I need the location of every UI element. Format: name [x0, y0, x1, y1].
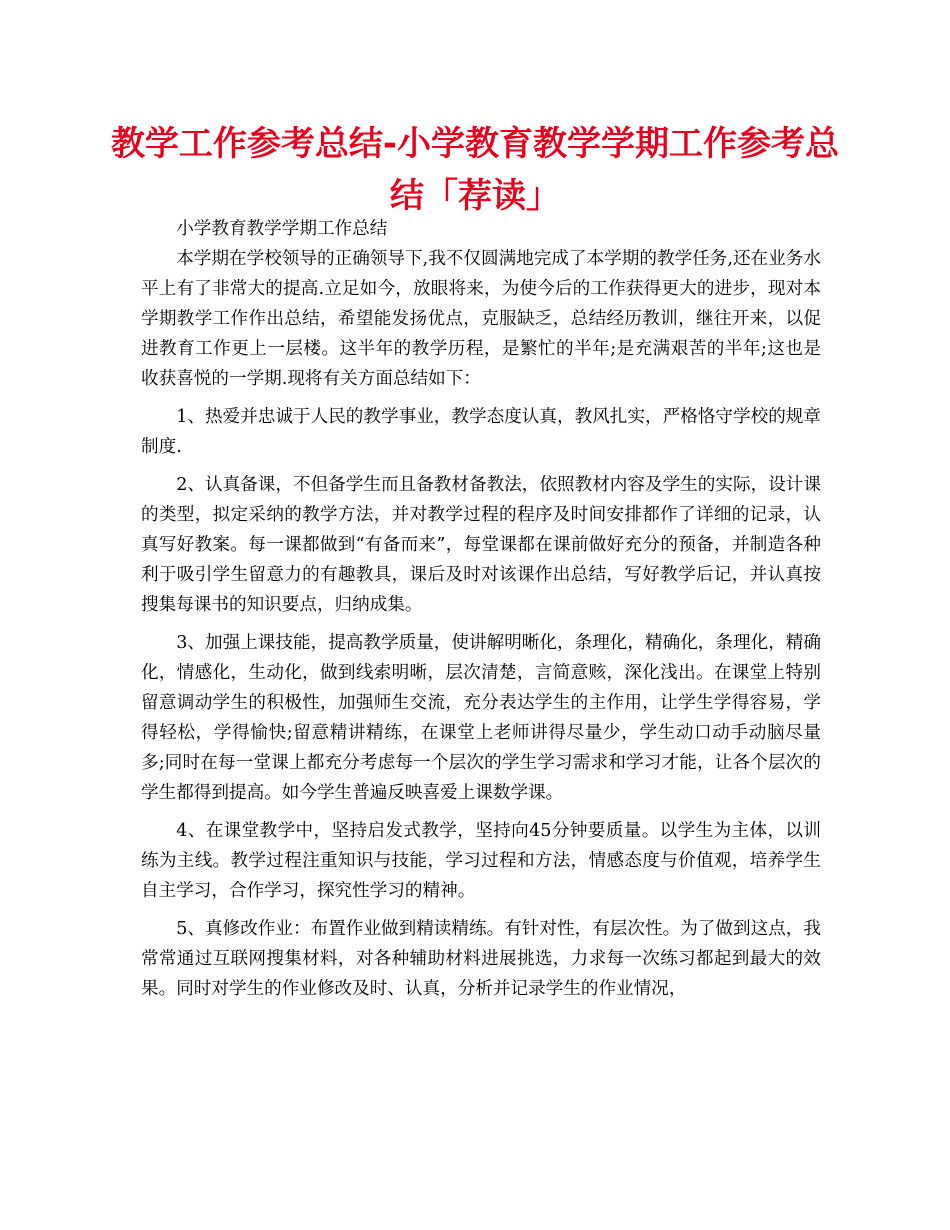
paragraph-5: 5、真修改作业：布置作业做到精读精练。有针对性，有层次性。为了做到这点，我常常通过互联网搜集材料，对各种辅助材料进展挑选，力求每一次练习都起到最大的效果。同时对学生的作业修改及时、认真，分析并记录学生的作业情况， — [141, 919, 821, 999]
paragraph-2: 2、认真备课，不但备学生而且备教材备教法，依照教材内容及学生的实际，设计课的类型，拟定采纳的教学方法，并对教学过程的程序及时间安排都作了详细的记录，认真写好教案。每一课都做到“有备而来”，每堂课都在课前做好充分的预备，并制造各种利于吸引学生留意力的有趣教具，课后及时对该课作出总结，写好教学后记，并认真按搜集每课书的知识要点，归纳成集。 — [141, 475, 821, 615]
document-subtitle: 小学教育教学学期工作总结 — [176, 219, 388, 239]
document-body — [141, 214, 821, 1004]
paragraph-intro: 本学期在学校领导的正确领导下,我不仅圆满地完成了本学期的教学任务,还在业务水平上有了非常大的提高.立足如今，放眼将来，为使今后的工作获得更大的进步，现对本学期教学工作作出总结，希望能发扬优点，克服缺乏，总结经历教训，继往开来，以促进教育工作更上一层楼。这半年的教学历程，是繁忙的半年;是充满艰苦的半年;这也是收获喜悦的一学期.现将有关方面总结如下： — [141, 249, 821, 389]
document-title: 教学工作参考总结-小学教育教学学期工作参考总结「荐读」 — [110, 124, 840, 216]
paragraph-3: 3、加强上课技能，提高教学质量，使讲解明晰化，条理化，精确化，条理化，精确化，情感化，生动化，做到线索明晰，层次清楚，言简意赅，深化浅出。在课堂上特别留意调动学生的积极性，加强师生交流，充分表达学生的主作用，让学生学得容易，学得轻松，学得愉快;留意精讲精练，在课堂上老师讲得尽量少，学生动口动手动脑尽量多;同时在每一堂课上都充分考虑每一个层次的学生学习需求和学习才能，让各个层次的学生都得到提高。如今学生普遍反映喜爱上课数学课。 — [141, 633, 821, 803]
paragraph-4: 4、在课堂教学中，坚持启发式教学，坚持向45分钟要质量。以学生为主体，以训练为主线。教学过程注重知识与技能，学习过程和方法，情感态度与价值观，培养学生自主学习，合作学习，探究性学习的精神。 — [141, 821, 821, 901]
paragraph-1: 1、热爱并忠诚于人民的教学事业，教学态度认真，教风扎实，严格恪守学校的规章制度. — [141, 407, 821, 457]
